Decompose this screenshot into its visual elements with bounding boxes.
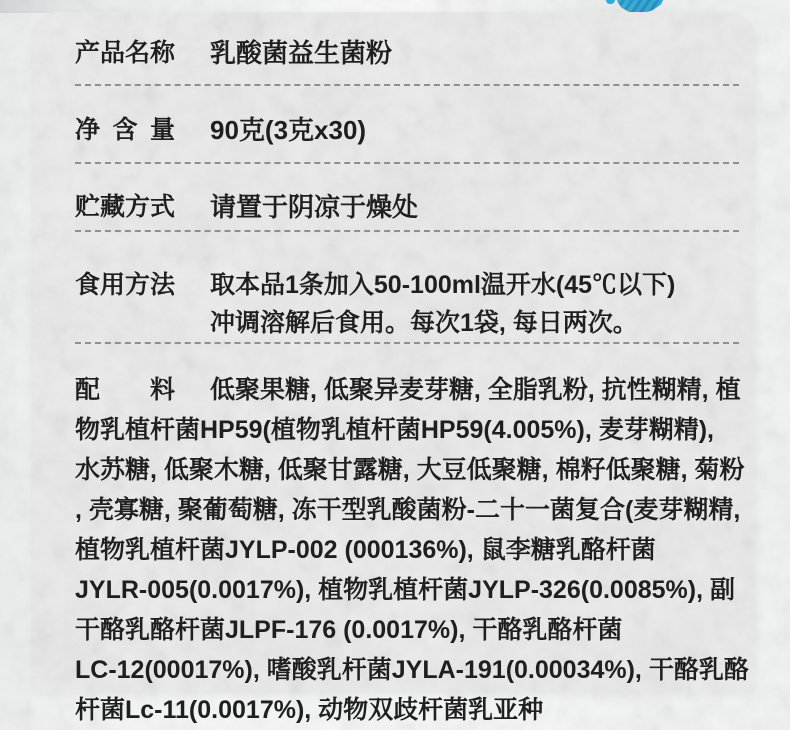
ingredients-line: , 壳寡糖, 聚葡萄糖, 冻干型乳酸菌粉-二十一菌复合(麦芽糊精, (75, 496, 741, 524)
ingredients-line: LC-12(00017%), 嗜酸乳杆菌JYLA-191(0.00034%), 干酪乳酪 (75, 656, 749, 684)
row-label: 产品名称 (75, 39, 176, 67)
row-label: 配料 (75, 376, 175, 404)
ingredients-line: 低聚果糖, 低聚异麦芽糖, 全脂乳粉, 抗性糊精, 植 (210, 376, 741, 404)
row-divider (75, 342, 739, 344)
usage-line: 取本品1条加入50-100ml温开水(45℃以下) (210, 271, 676, 299)
row-value (210, 266, 675, 342)
row-divider (75, 230, 739, 232)
row-label: 净含量 (75, 116, 175, 144)
ingredients-line: 水苏糖, 低聚木糖, 低聚甘露糖, 大豆低聚糖, 棉籽低聚糖, 菊粉 (75, 456, 745, 484)
row-label: 食用方法 (75, 271, 176, 299)
row-divider (75, 162, 739, 164)
spec-table (75, 12, 749, 730)
ingredients-line: 物乳植杆菌HP59(植物乳植杆菌HP59(4.005%), 麦芽糊精), (75, 416, 715, 444)
row-value: 乳酸菌益生菌粉 (210, 38, 393, 68)
product-spec-card (33, 12, 755, 724)
ingredients-line: 干酪乳酪杆菌JLPF-176 (0.0017%), 干酪乳酪杆菌 (75, 616, 623, 644)
ingredients-first-line (75, 370, 739, 410)
ingredients-line: JYLR-005(0.0017%), 植物乳植杆菌JYLP-326(0.0085%), 副 (75, 576, 735, 604)
table-row-net-content (75, 115, 739, 145)
row-label: 贮藏方式 (75, 193, 176, 221)
usage-line: 冲调溶解后食用。每次1袋, 每日两次。 (210, 309, 638, 337)
ingredients-line-clipped: 杆菌Lc-11(0.0017%), 动物双歧杆菌乳亚种 (75, 696, 544, 724)
table-row-product-name (75, 38, 739, 68)
table-row-storage (75, 192, 739, 222)
ingredients-line: 植物乳植杆菌JYLP-002 (000136%), 鼠李糖乳酪杆菌 (75, 536, 656, 564)
table-row-usage (75, 266, 739, 342)
row-divider (75, 84, 739, 86)
row-value: 请置于阴凉于燥处 (210, 192, 419, 222)
table-row-ingredients (75, 370, 749, 730)
row-value: 90克(3克x30) (210, 115, 367, 145)
